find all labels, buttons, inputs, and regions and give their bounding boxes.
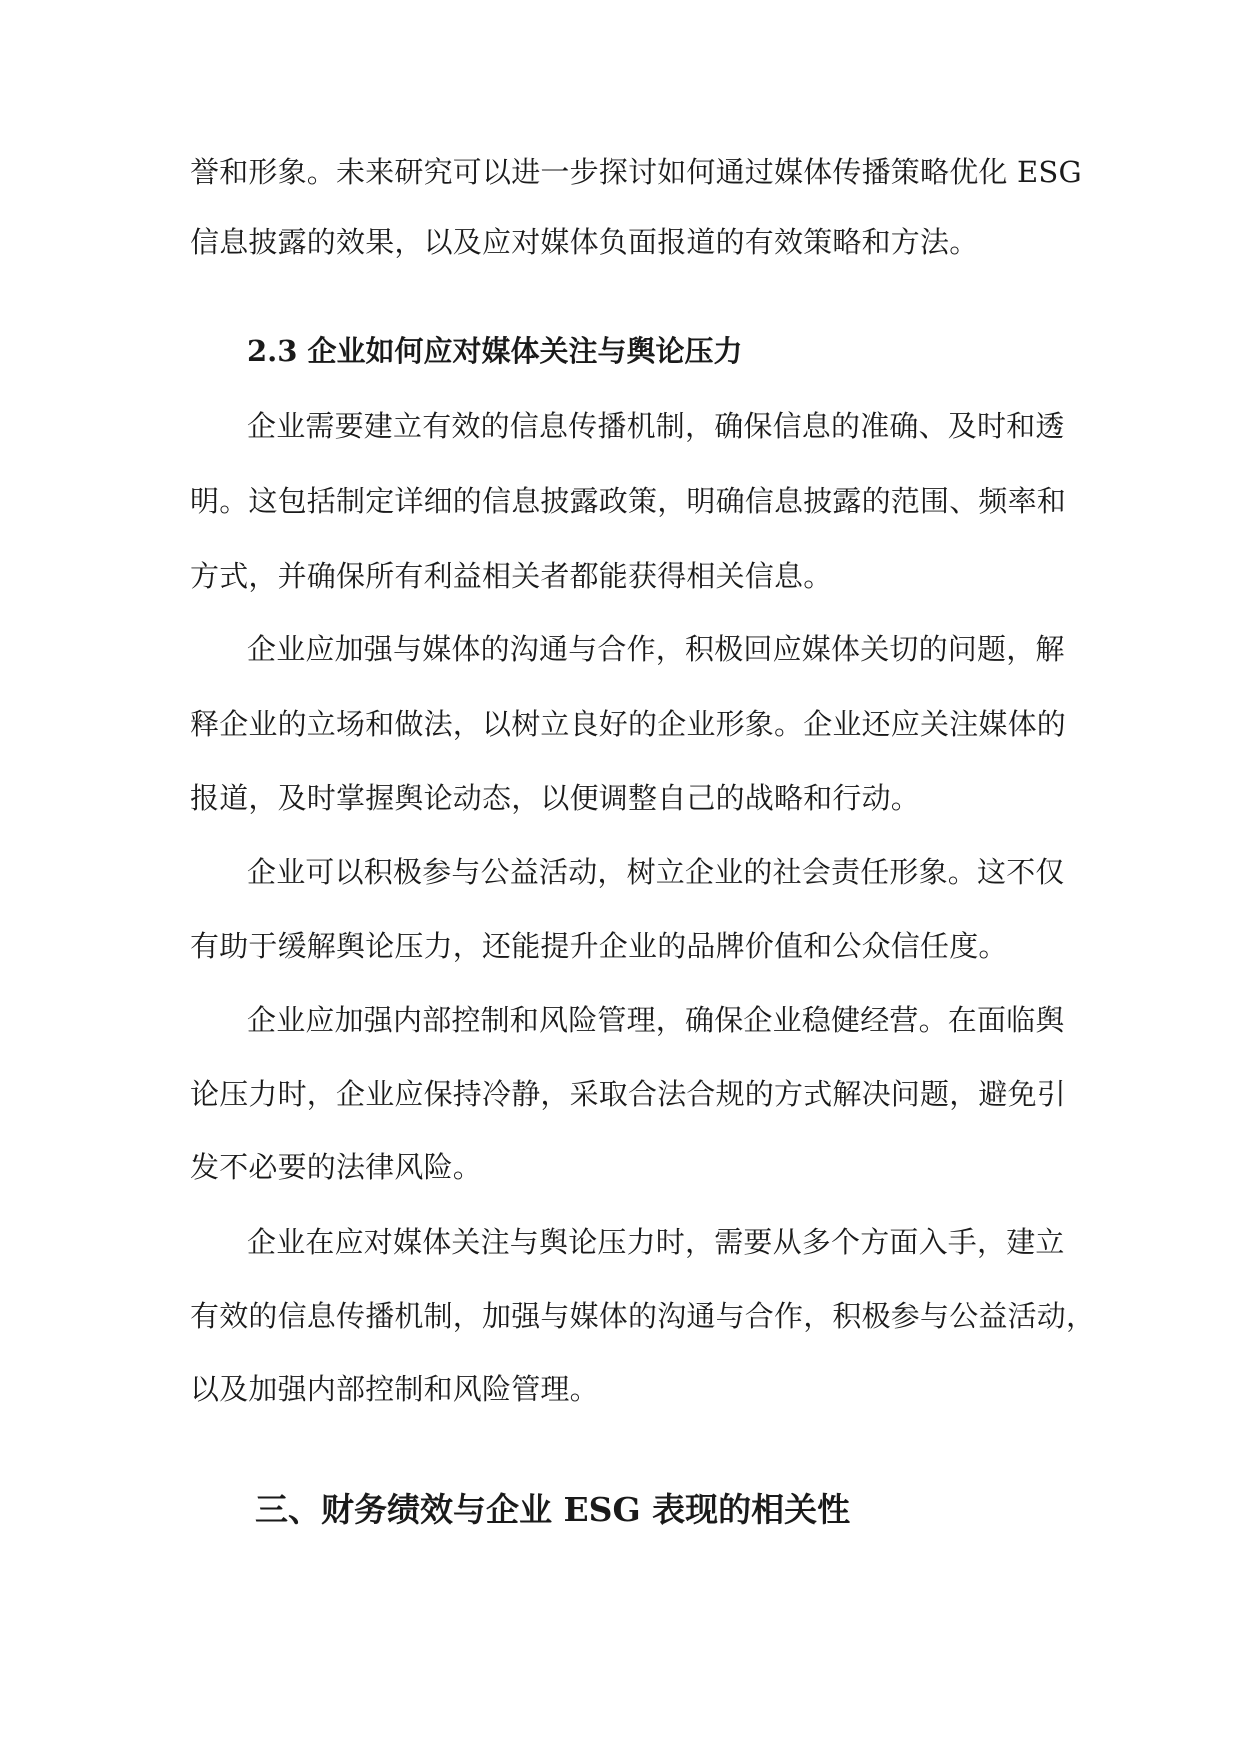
paragraph-5-line-2: 有效的信息传播机制，加强与媒体的沟通与合作，积极参与公益活动，: [190, 1299, 1096, 1333]
section-3-heading: 三、财务绩效与企业 ESG 表现的相关性: [255, 1490, 851, 1529]
paragraph-2-line-3: 报道，及时掌握舆论动态，以便调整自己的战略和行动。: [190, 781, 921, 815]
paragraph-1-line-2: 明。这包括制定详细的信息披露政策，明确信息披露的范围、频率和: [190, 484, 1067, 518]
paragraph-2-line-2: 释企业的立场和做法，以树立良好的企业形象。企业还应关注媒体的: [190, 707, 1067, 741]
paragraph-3-line-2: 有助于缓解舆论压力，还能提升企业的品牌价值和公众信任度。: [190, 929, 1008, 963]
paragraph-2-line-1: 企业应加强与媒体的沟通与合作，积极回应媒体关切的问题，解: [247, 632, 1065, 666]
paragraph-1-line-3: 方式，并确保所有利益相关者都能获得相关信息。: [190, 559, 833, 593]
paragraph-1-line-1: 企业需要建立有效的信息传播机制，确保信息的准确、及时和透: [247, 409, 1065, 443]
intro-line-2: 信息披露的效果，以及应对媒体负面报道的有效策略和方法。: [190, 225, 979, 259]
paragraph-4-line-1: 企业应加强内部控制和风险管理，确保企业稳健经营。在面临舆: [247, 1003, 1065, 1037]
section-2-3-heading: 2.3 企业如何应对媒体关注与舆论压力: [247, 334, 743, 368]
paragraph-4-line-2: 论压力时，企业应保持冷静，采取合法合规的方式解决问题，避免引: [190, 1077, 1067, 1111]
paragraph-3-line-1: 企业可以积极参与公益活动，树立企业的社会责任形象。这不仅: [247, 855, 1065, 889]
intro-line-1: 誉和形象。未来研究可以进一步探讨如何通过媒体传播策略优化 ESG: [190, 155, 1082, 189]
paragraph-4-line-3: 发不必要的法律风险。: [190, 1150, 483, 1184]
paragraph-5-line-3: 以及加强内部控制和风险管理。: [190, 1372, 599, 1406]
paragraph-5-line-1: 企业在应对媒体关注与舆论压力时，需要从多个方面入手，建立: [247, 1225, 1065, 1259]
